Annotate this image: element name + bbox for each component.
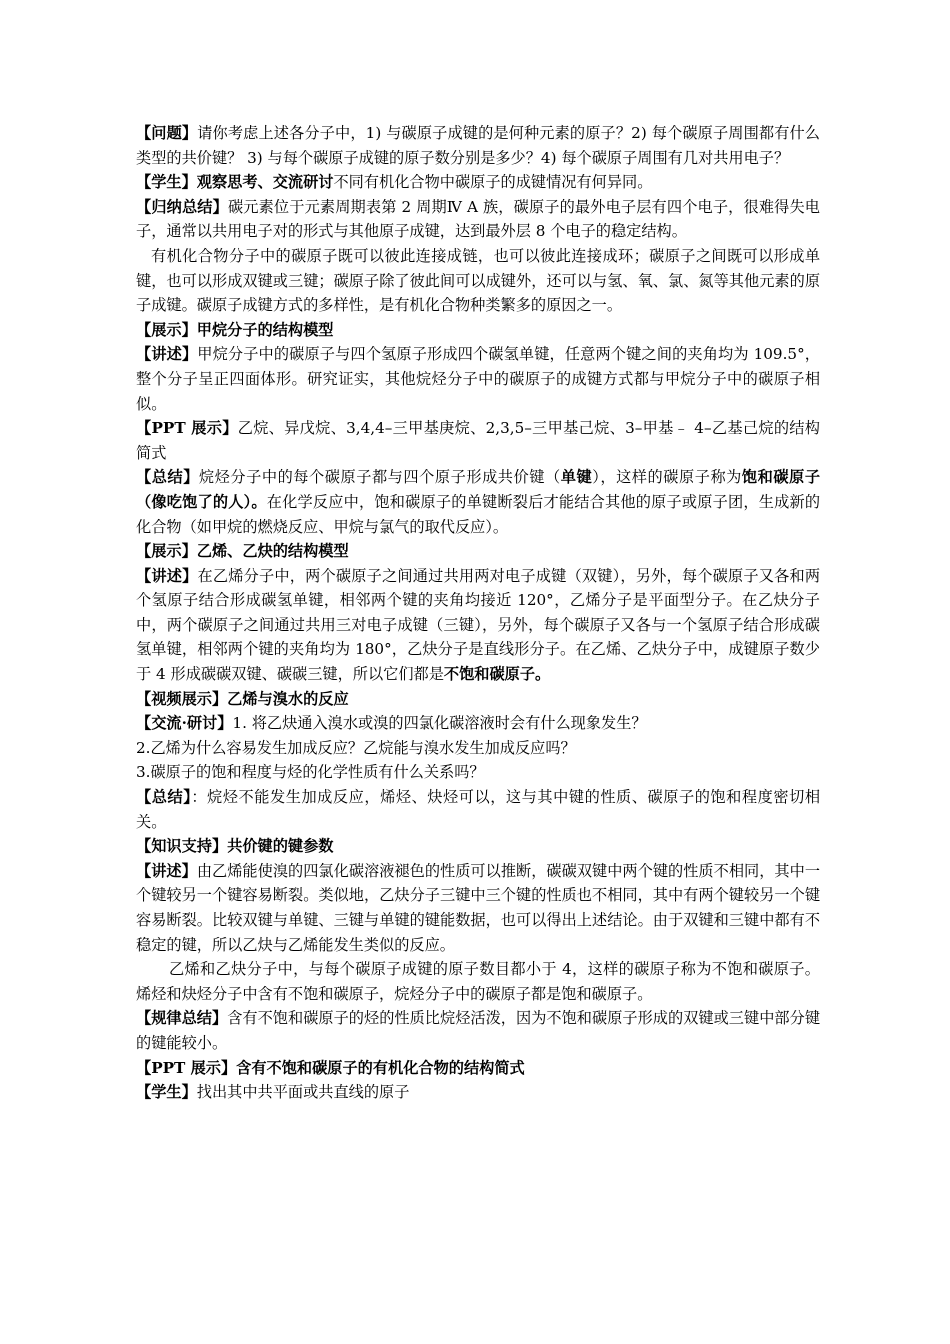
text-run: 烷烃分子中的每个碳原子都与四个原子形成共价键（ xyxy=(198,468,561,487)
paragraph xyxy=(136,244,820,318)
bold-text-run: 【学生】 xyxy=(136,1083,197,1102)
text-run: 乙烷、异戊烷、3,4,4–三甲基庚烷、2,3,5–三甲基己烷、3–甲基﹣ 4–乙基己烷的结构简式 xyxy=(136,419,820,462)
paragraph xyxy=(136,195,820,244)
text-run: 在化学反应中，饱和碳原子的单键断裂后才能结合其他的原子或原子团，生成新的化合物（如甲烷的燃烧反应、甲烷与氯气的取代反应）。 xyxy=(136,492,821,536)
text-run: 找出其中共平面或共直线的原子 xyxy=(196,1083,410,1102)
bold-text-run: 【视频展示】乙烯与溴水的反应 xyxy=(136,689,349,708)
bold-text-run: 单键 xyxy=(560,468,593,487)
text-run: ），这样的碳原子称为 xyxy=(592,468,742,487)
text-run: 碳元素位于元素周期表第 2 周期Ⅳ A 族，碳原子的最外电子层有四个电子，很难得失电子，通常以共用电子对的形式与其他原子成键，达到最外层 8 个电子的稳定结构。 xyxy=(136,197,820,241)
text-run: 不同有机化合物中碳原子的成键情况有何异同。 xyxy=(333,173,653,192)
text-run: 乙烯和乙炔分子中，与每个碳原子成键的原子数目都小于 4，这样的碳原子称为不饱和碳原子。烯烃和炔烃分子中含有不饱和碳原子，烷烃分子中的碳原子都是饱和碳原子。 xyxy=(136,960,820,1003)
paragraph xyxy=(136,1056,820,1081)
paragraph xyxy=(136,318,820,343)
bold-text-run: 【学生】观察思考、交流研讨 xyxy=(136,173,334,192)
paragraph xyxy=(136,539,820,564)
paragraph xyxy=(136,711,820,736)
text-run: 1. 将乙炔通入溴水或溴的四氯化碳溶液时会有什么现象发生？ xyxy=(232,714,647,733)
paragraph xyxy=(136,1080,820,1105)
paragraph xyxy=(136,170,820,195)
bold-text-run: 【讲述】 xyxy=(136,345,198,364)
text-run: 甲烷分子中的碳原子与四个氢原子形成四个碳氢单键，任意两个键之间的夹角均为 109.5°，整个分子呈正四面体形。研究证实，其他烷烃分子中的碳原子的成键方式都与甲烷分子中的碳原子相似。 xyxy=(136,345,820,413)
text-run: 含有不饱和碳原子的烃的性质比烷烃活泼，因为不饱和碳原子形成的双键或三键中部分键的键能较小。 xyxy=(136,1009,821,1052)
bold-text-run: 【展示】乙烯、乙炔的结构模型 xyxy=(136,542,349,561)
bold-text-run: 【知识支持】共价键的键参数 xyxy=(136,837,334,856)
text-run: 2.乙烯为什么容易发生加成反应？乙烷能与溴水发生加成反应吗？ xyxy=(136,738,576,757)
bold-text-run: 【问题】 xyxy=(136,124,198,142)
bold-text-run: 【交流·研讨】 xyxy=(136,714,233,733)
text-run: 有机化合物分子中的碳原子既可以彼此连接成链，也可以彼此连接成环；碳原子之间既可以形成单键，也可以形成双键或三键；碳原子除了彼此间可以成键外，还可以与氢、氧、氯、氮等其他元素的原子成键。碳原子成键方式的多样性，是有机化合物种类繁多的原因之一。 xyxy=(136,246,820,315)
paragraph xyxy=(136,760,820,785)
paragraph xyxy=(136,1006,820,1055)
text-run: 在乙烯分子中，两个碳原子之间通过共用两对电子成键（双键），另外，每个碳原子又各和两个氢原子结合形成碳氢单键，相邻两个键的夹角均接近 120°，乙烯分子是平面型分子。在乙炔分子中，两个碳原子之间通过共用三对电子成键（三键），另外，每个碳原子又各与一个氢原子结合形成碳氢单键，相邻两个键的夹角均为 180°，乙炔分子是直线形分子。在乙烯、乙炔分子中，成键原子数少于 4 形成碳碳双键、碳碳三键，所以它们都是 xyxy=(136,566,821,684)
text-run: 由乙烯能使溴的四氯化碳溶液褪色的性质可以推断，碳碳双键中两个键的性质不相同，其中一个键较另一个键容易断裂。类似地，乙炔分子三键中三个键的性质也不相同，其中有两个键较另一个键容易断裂。比较双键与单键、三键与单键的键能数据，也可以得出上述结论。由于双键和三键中都有不稳定的键，所以乙炔与乙烯能发生类似的反应。 xyxy=(136,861,821,954)
text-run: 3.碳原子的饱和程度与烃的化学性质有什么关系吗？ xyxy=(136,763,485,782)
text-run: ：烷烃不能发生加成反应，烯烃、炔烃可以，这与其中键的性质、碳原子的饱和程度密切相关。 xyxy=(136,788,821,831)
paragraph xyxy=(136,342,820,416)
bold-text-run: 饱和碳原子（像吃饱了的人）。 xyxy=(136,468,821,511)
paragraph xyxy=(136,465,820,539)
bold-text-run: 不饱和碳原子。 xyxy=(443,665,551,684)
bold-text-run: 【PPT 展示】 xyxy=(136,419,238,438)
bold-text-run: 【规律总结】 xyxy=(136,1009,228,1028)
bold-text-run: 【展示】甲烷分子的结构模型 xyxy=(136,320,334,339)
bold-text-run: 【总结】 xyxy=(136,788,192,807)
bold-text-run: 【PPT 展示】含有不饱和碳原子的有机化合物的结构简式 xyxy=(136,1058,525,1077)
paragraph xyxy=(136,957,820,1006)
document-body xyxy=(136,121,820,1105)
paragraph xyxy=(136,121,820,170)
paragraph xyxy=(136,736,820,761)
text-run: 请你考虑上述各分子中，1) 与碳原子成键的是何种元素的原子？2) 每个碳原子周围都有什么类型的共价键？ 3) 与每个碳原子成键的原子数分别是多少？4) 每个碳原子周围有几对共用电子？ xyxy=(136,124,820,167)
bold-text-run: 【讲述】 xyxy=(136,566,198,585)
paragraph xyxy=(136,416,820,465)
paragraph xyxy=(136,785,820,834)
paragraph xyxy=(136,859,820,957)
paragraph xyxy=(136,564,820,687)
bold-text-run: 【总结】 xyxy=(136,468,199,487)
bold-text-run: 【归纳总结】 xyxy=(136,197,228,216)
bold-text-run: 【讲述】 xyxy=(136,861,197,880)
paragraph xyxy=(136,687,820,712)
paragraph xyxy=(136,834,820,859)
